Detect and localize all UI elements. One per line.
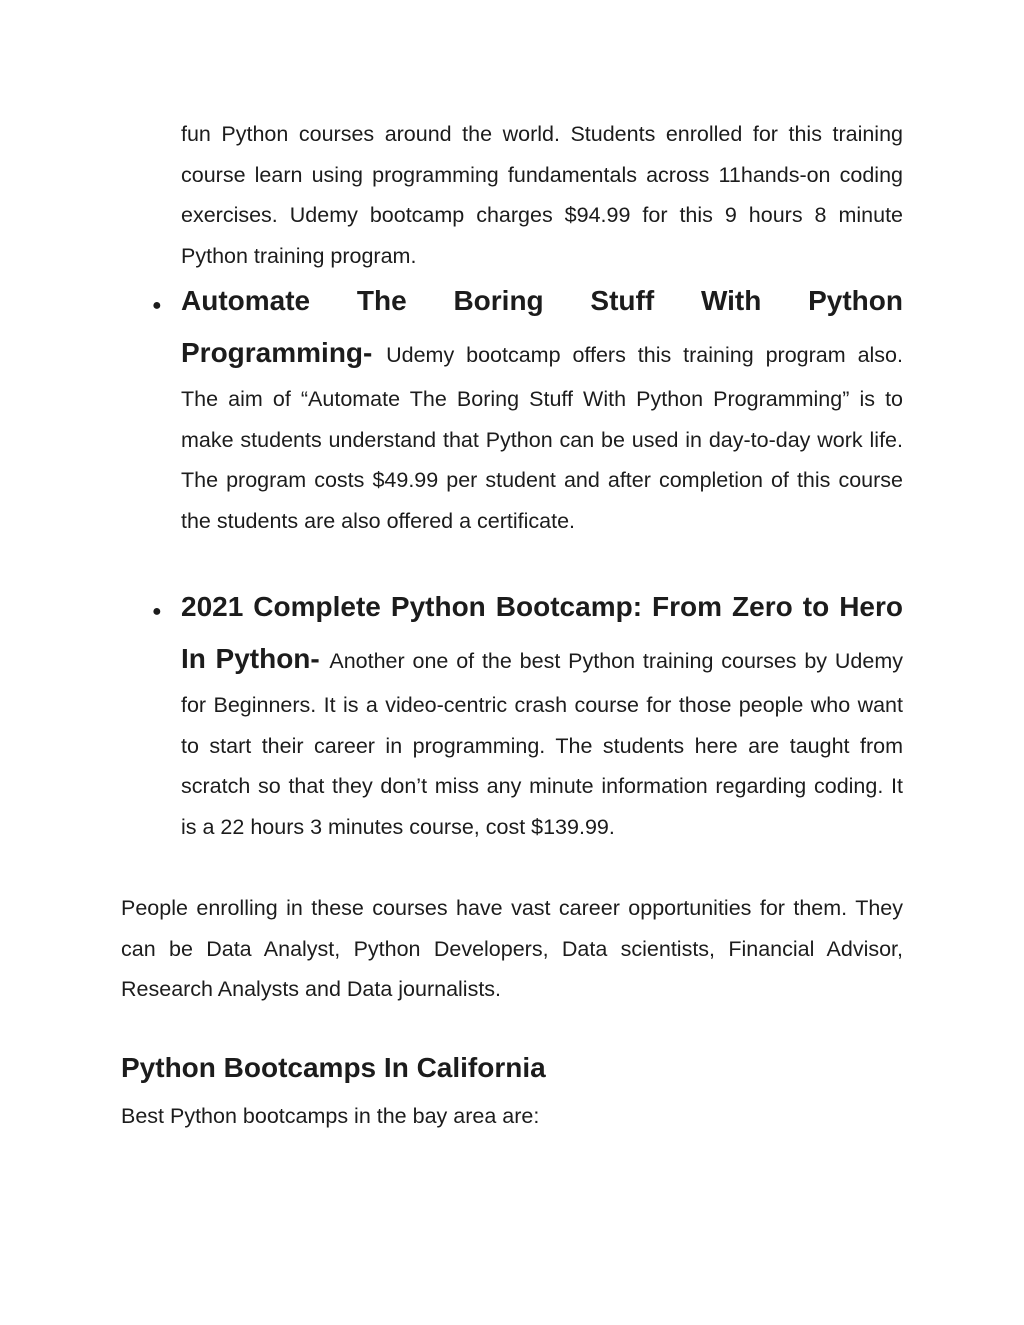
intro-continuation-paragraph: fun Python courses around the world. Students enrolled for this training course learn using programming fundamentals across 11hands-on coding exercises. Udemy bootcamp charges $94.99 for this 9 hours 8 minute Python training program.	[181, 122, 903, 268]
closing-paragraph: People enrolling in these courses have vast career opportunities for them. They can be Data Analyst, Python Developers, Data scientists, Financial Advisor, Research Analysts and Data journalists.	[121, 896, 903, 1002]
bullet-item-automate-boring-stuff	[181, 275, 903, 541]
bullet-item-title: Automate The Boring Stuff With Python Programming-	[181, 285, 903, 368]
bullet-item-body: Another one of the best Python training courses by Udemy for Beginners. It is a video-centric crash course for those people who want to start their career in programming. The students here are taught from scratch so that they don’t miss any minute information regarding coding. It is a 22 hours 3 minutes course, cost $139.99.	[181, 649, 903, 839]
section-intro-text: Best Python bootcamps in the bay area are:	[121, 1104, 540, 1128]
bullet-item-complete-python-bootcamp	[181, 581, 903, 847]
bullet-item-body: Udemy bootcamp offers this training program also. The aim of “Automate The Boring Stuff With Python Programming” is to make students understand that Python can be used in day-to-day work life. The program costs $49.99 per student and after completion of this course the students are also offered a certificate.	[181, 343, 903, 533]
bullet-icon: ●	[152, 297, 162, 314]
section-heading: Python Bootcamps In California	[121, 1052, 546, 1083]
bullet-item-title: 2021 Complete Python Bootcamp: From Zero to Hero In Python-	[181, 591, 903, 674]
bullet-icon: ●	[152, 603, 162, 620]
